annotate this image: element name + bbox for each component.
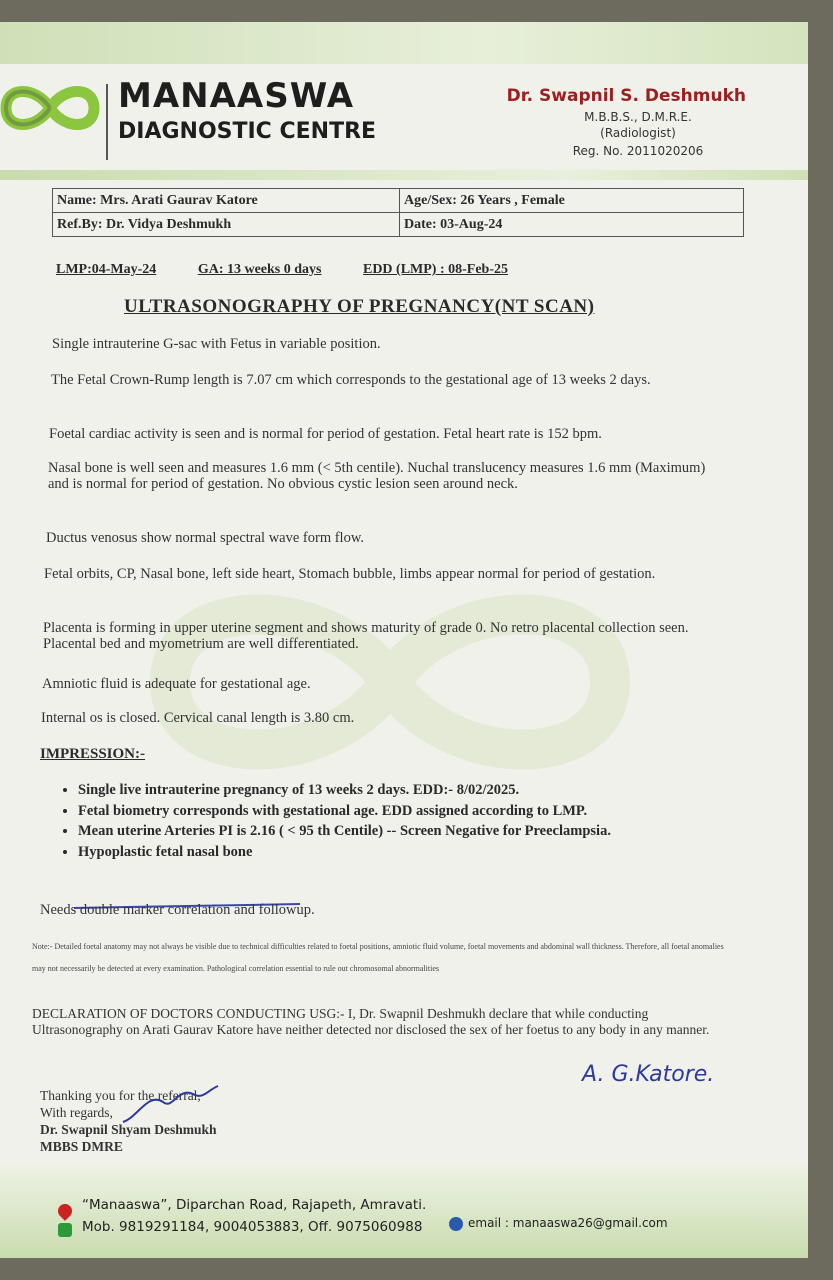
patient-signature: A. G.Katore. [582,1062,715,1087]
thanks-line: Thanking you for the referral, [40,1088,201,1103]
referred-by: Ref.By: Dr. Vidya Deshmukh [53,213,400,237]
finding-paragraph: Fetal orbits, CP, Nasal bone, left side heart, Stomach bubble, limbs appear normal for period of gestation. [44,566,656,582]
brand-subtitle: DIAGNOSTIC CENTRE [118,119,377,144]
report-date: Date: 03-Aug-24 [400,213,744,237]
report-title: ULTRASONOGRAPHY OF PREGNANCY(NT SCAN) [124,296,595,317]
doctor-qualifications: M.B.B.S., D.M.R.E. [584,110,692,124]
brand-name: MANAASWA [118,76,355,116]
patient-age-sex: Age/Sex: 26 Years , Female [400,189,744,213]
infinity-logo-icon [0,80,100,136]
finding-paragraph: Ductus venosus show normal spectral wave form flow. [46,530,364,546]
edd-value: EDD (LMP) : 08-Feb-25 [362,262,509,277]
finding-paragraph: The Fetal Crown-Rump length is 7.07 cm which corresponds to the gestational age of 13 weeks 2 days. [51,372,651,388]
ga-value: GA: 13 weeks 0 days [197,262,322,277]
doctor-signature-icon [118,1082,228,1132]
phone-icon [58,1223,72,1237]
email-icon [449,1217,463,1231]
impression-heading: IMPRESSION:- [40,746,146,762]
doctor-registration: Reg. No. 2011020206 [572,144,704,158]
finding-paragraph: Single intrauterine G-sac with Fetus in variable position. [52,336,381,352]
impression-item: • Fetal biometry corresponds with gestational age. EDD assigned according to LMP. [78,801,738,822]
finding-paragraph: Internal os is closed. Cervical canal length is 3.80 cm. [41,710,355,726]
patient-info-table [52,188,744,237]
report-page [0,22,808,1258]
signatory-name: Dr. Swapnil Shyam Deshmukh [40,1122,217,1137]
impression-list [58,780,738,862]
disclaimer-note: Note:- Detailed foetal anatomy may not always be visible due to technical difficulties related to foetal positions, amniotic fluid volume, foetal movements and abdominal wall thickness. Therefore, all foetal anomalies may not necessarily be detected at every examination. Pathological correlation essential to rule out chromosomal abnormalities [32,942,724,973]
impression-item: • Single live intrauterine pregnancy of 13 weeks 2 days. EDD:- 8/02/2025. [78,780,738,801]
header-separator [0,170,808,180]
finding-paragraph: Amniotic fluid is adequate for gestational age. [42,676,311,692]
footer-address: “Manaaswa”, Diparchan Road, Rajapeth, Amravati. [82,1197,427,1213]
signatory-qualifications: MBBS DMRE [40,1139,123,1154]
followup-text: Needs double marker correlation and followup. [40,902,315,918]
doctor-role: (Radiologist) [600,126,676,140]
patient-name: Name: Mrs. Arati Gaurav Katore [53,189,400,213]
impression-item: • Hypoplastic fetal nasal bone [78,842,738,863]
finding-paragraph: Nasal bone is well seen and measures 1.6 mm (< 5th centile). Nuchal translucency measures 1.6 mm (Maximum) and is normal for period of gestation. No obvious cystic lesion seen around neck. [48,460,706,492]
dates-line [56,262,546,278]
regards-line: With regards, [40,1105,113,1120]
footer-email: email : manaaswa26@gmail.com [468,1216,668,1230]
impression-item: • Mean uterine Arteries PI is 2.16 ( < 95 th Centile) -- Screen Negative for Preeclampsia. [78,821,738,842]
finding-paragraph: Placenta is forming in upper uterine segment and shows maturity of grade 0. No retro placental collection seen. Placental bed and myometrium are well differentiated. [43,620,689,652]
logo-divider [106,84,108,160]
header-band [0,22,808,64]
finding-paragraph: Foetal cardiac activity is seen and is normal for period of gestation. Fetal heart rate is 152 bpm. [49,426,602,442]
declaration-text: DECLARATION OF DOCTORS CONDUCTING USG:- I, Dr. Swapnil Deshmukh declare that while conducting Ultrasonography on Arati Gaurav Katore have neither detected nor disclosed the sex of her foetus to any body in any manner. [32,1006,710,1037]
lmp-value: LMP:04-May-24 [56,262,157,277]
footer-phone: Mob. 9819291184, 9004053883, Off. 9075060988 [82,1219,423,1235]
doctor-name: Dr. Swapnil S. Deshmukh [506,86,746,106]
